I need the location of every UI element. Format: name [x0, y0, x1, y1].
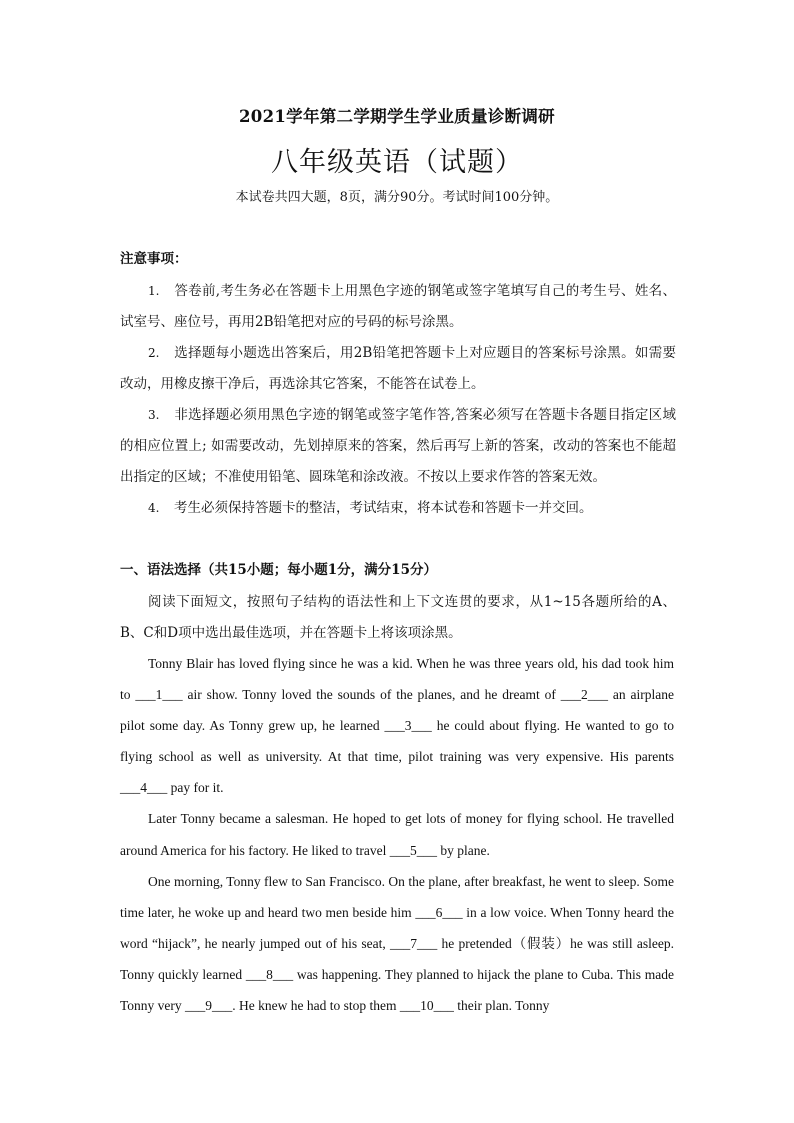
passage-paragraph: Tonny Blair has loved flying since he was a kid. When he was three years old, his dad took him to ___1___ air show. Tonny loved the sounds of the planes, and he dreamt of ___2___ an airplane pilot some day. As Tonny grew up, he learned ___3___ he could about flying. He wanted to go to flying school as well as university. At that time, pilot training was very expensive. His parents ___4___ pay for it.	[120, 656, 674, 796]
notice-item-text: 答卷前,考生务必在答题卡上用黑色字迹的钢笔或签字笔填写自己的考生号、姓名、试室号、座位号，再用2B铅笔把对应的号码的标号涂黑。	[120, 283, 676, 330]
notice-item	[120, 338, 676, 400]
notice-item-text: 考生必须保持答题卡的整洁，考试结束，将本试卷和答题卡一并交回。	[174, 500, 593, 516]
notice-item	[120, 493, 676, 524]
exam-info: 本试卷共四大题，8页，满分90分。考试时间100分钟。	[235, 190, 559, 205]
notice-heading: 注意事项：	[120, 251, 188, 267]
notice-item-number: 1.	[148, 284, 160, 298]
section-heading: 一、语法选择（共15小题；每小题1分，满分15分）	[120, 562, 437, 578]
subject-title: 八年级英语（试题）	[271, 147, 523, 178]
notice-item-number: 3.	[148, 408, 160, 422]
passage-paragraph: One morning, Tonny flew to San Francisco. On the plane, after breakfast, he went to sleep. Some time later, he woke up and heard two men beside him ___6___ in a low voice. When Tonny heard the word “hijack”, he nearly jumped out of his seat, ___7___ he pretended（假装）he was still asleep. Tonny quickly learned ___8___ was happening. They planned to hijack the plane to Cuba. This made Tonny very ___9___. He knew he had to stop them ___10___ their plan. Tonny	[120, 873, 674, 1014]
notice-item	[120, 400, 676, 493]
notice-item-number: 4.	[148, 501, 160, 515]
notice-list	[120, 276, 676, 524]
notice-item-number: 2.	[148, 346, 160, 360]
notice-item-text: 非选择题必须用黑色字迹的钢笔或签字笔作答,答案必须写在答题卡各题目指定区域的相应位置上; 如需要改动，先划掉原来的答案，然后再写上新的答案，改动的答案也不能超出指定的区域；不准使用铅笔、圆珠笔和涂改液。不按以上要求作答的答案无效。	[120, 407, 676, 485]
passage-paragraph: Later Tonny became a salesman. He hoped to get lots of money for flying school. He travelled around America for his factory. He liked to travel ___5___ by plane.	[120, 811, 674, 858]
section-instructions: 阅读下面短文，按照句子结构的语法性和上下文连贯的要求，从1~15各题所给的A、B、C和D项中选出最佳选项，并在答题卡上将该项涂黑。	[120, 594, 676, 641]
notice-item	[120, 276, 676, 338]
exam-title: 2021学年第二学期学生学业质量诊断调研	[239, 107, 555, 126]
notice-item-text: 选择题每小题选出答案后，用2B铅笔把答题卡上对应题目的答案标号涂黑。如需要改动，用橡皮擦干净后，再选涂其它答案，不能答在试卷上。	[120, 345, 676, 392]
reading-passage	[120, 648, 674, 1021]
